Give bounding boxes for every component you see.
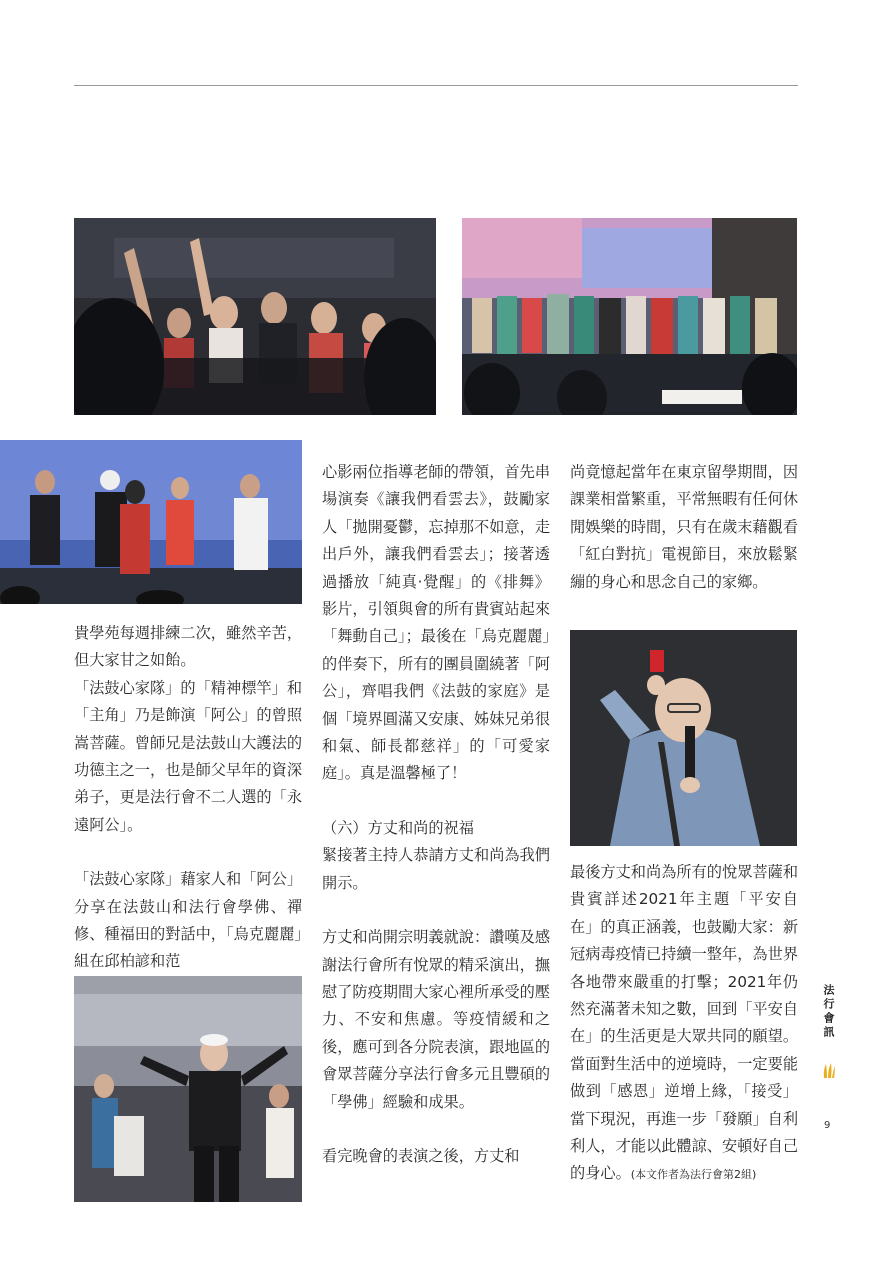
col2-paragraph-3: 方丈和尚開宗明義就說：讚嘆及感謝法行會所有悅眾的精采演出，撫慰了防疫期間大家心裡所承受的壓力、不安和焦慮。等疫情緩和之後，應可到各分院表演，跟地區的會眾菩薩分享法行會多元且豐碩的「學佛」經驗和成果。 [322, 928, 550, 1111]
col2-paragraph-4: 看完晚會的表演之後，方丈和 [322, 1146, 520, 1165]
col3-paragraph-2 [570, 859, 798, 1189]
page-number: 9 [824, 1120, 831, 1131]
text-column-3-continued [570, 859, 798, 1189]
sidebar-publication [818, 984, 838, 1040]
text-column-2 [322, 459, 550, 1170]
photo-ukulele-choir [0, 440, 302, 604]
col2-paragraph-2: 緊接著主持人恭請方丈和尚為我們開示。 [322, 846, 550, 892]
section-heading: （六）方丈和尚的祝福 [322, 818, 474, 837]
col1-paragraph-2: 「法鼓心家隊」的「精神標竿」和「主角」乃是飾演「阿公」的曾照嵩菩薩。曾師兄是法鼓山大護法的功德主之一，也是師父早年的資深弟子，更是法行會不二人選的「永遠阿公」。 [74, 678, 302, 834]
author-note: (本文作者為法行會第2組) [630, 1168, 757, 1182]
col2-paragraph-1: 心影兩位指導老師的帶領，首先串場演奏《讓我們看雲去》，鼓勵家人「拋開憂鬱，忘掉那不如意，走出戶外，讓我們看雲去」；接著透過播放「純真·覺醒」的《排舞》影片，引領與會的所有貴賓站起來「舞動自己」；最後在「烏克麗麗」的伴奏下，所有的團員圍繞著「阿公」，齊唱我們《法鼓的家庭》是個「境界圓滿又安康、姊妹兄弟很和氣、師長都慈祥」的「可愛家庭」。真是溫馨極了！ [322, 463, 550, 783]
photo-elder-dancing [74, 976, 302, 1202]
dharma-drum-logo-icon [822, 1062, 836, 1080]
text-column-1 [74, 620, 302, 976]
col1-paragraph-3: 「法鼓心家隊」藉家人和「阿公」分享在法鼓山和法行會學佛、禪修、種福田的對話中，「烏克麗麗」組在邱柏諺和范 [74, 870, 302, 971]
photo-ukulele-group-stage [462, 218, 797, 415]
publication-title: 法行會訊 [822, 984, 835, 1040]
col3-paragraph-1: 尚竟憶起當年在東京留學期間，因課業相當繁重，平常無暇有任何休閒娛樂的時間，只有在歲末藉觀看「紅白對抗」電視節目，來放鬆緊繃的身心和思念自己的家鄉。 [570, 463, 798, 591]
top-rule [74, 85, 798, 86]
photo-audience-cheering [74, 218, 436, 415]
text-column-3 [570, 459, 798, 596]
photo-abbot-speaking [570, 630, 797, 846]
col1-paragraph-1: 貴學苑每週排練二次，雖然辛苦，但大家甘之如飴。 [74, 624, 302, 670]
col3-paragraph-2-text: 最後方丈和尚為所有的悅眾菩薩和貴賓詳述2021年主題「平安自在」的真正涵義，也鼓勵大家：新冠病毒疫情已持續一整年，為世界各地帶來嚴重的打擊；2021年仍然充滿著未知之數，回到「平安自在」的生活更是大眾共同的願望。當面對生活中的逆境時，一定要能做到「感恩」逆增上緣，「接受」當下現況，再進一步「發願」自利利人，才能以此體諒、安頓好自己的身心。 [570, 863, 798, 1183]
